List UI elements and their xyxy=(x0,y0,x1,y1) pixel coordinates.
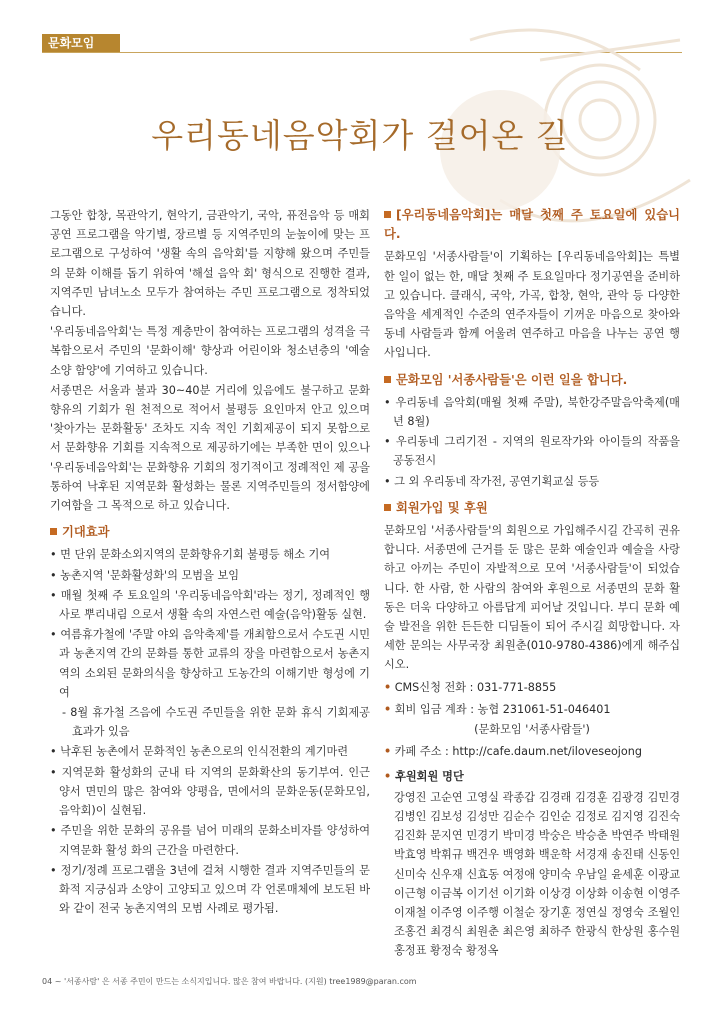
membership-heading: 회원가입 및 후원 xyxy=(384,499,680,518)
list-item: • 여름휴가철에 '주말 야외 음악축제'를 개최함으로서 수도권 시민과 농촌지역 간의 문화를 통한 교류의 장을 마련함으로서 농촌지역의 소외된 문화의식을 향상하고 도농간의 이해기반 형성에 기여 xyxy=(50,628,370,699)
left-column xyxy=(50,206,370,919)
schedule-heading: [우리동네음악회]는 매달 첫째 주 토요일에 있습니다. xyxy=(384,208,680,242)
page-footer: 04 ~ '서종사람' 은 서종 주민이 만드는 소식지입니다. 많은 참여 바랍니다. (지원) tree1989@paran.com xyxy=(42,977,417,986)
list-item: • 우리동네 그리기전 - 지역의 원로작가와 아이들의 작품을 공동전시 xyxy=(384,435,680,468)
list-sub-item: - 8월 휴가철 즈음에 수도권 주민들을 위한 문화 휴식 기회제공 효과가 있음 xyxy=(62,706,370,739)
square-bullet-icon xyxy=(384,211,391,218)
bank-account: • 회비 입금 계좌 : 농협 231061-51-046401 xyxy=(384,702,611,716)
activities-heading: 문화모임 '서종사람들'은 이런 일을 합니다. xyxy=(384,371,680,390)
intro-paragraph: 그동안 합창, 목관악기, 현악기, 금관악기, 국악, 퓨전음악 등 매회 공연 프로그램을 악기별, 장르별 등 지역주민의 눈높이에 맞는 프로그램으로 구성하여 '생활 속의 음악회'를 지향해 왔으며 주민들의 문화 이해를 돕기 위하여 '해설 음악 회' 형식으로 진행한 결과, 지역주민 남녀노소 모두가 참여하는 주민 프로그램으로 정착되었습니다. xyxy=(50,209,370,319)
right-column xyxy=(384,206,680,962)
list-item: • 낙후된 농촌에서 문화적인 농촌으로의 인식전환의 계기마련 xyxy=(50,745,349,759)
intro-paragraph: '우리동네음악회'는 특정 계층만이 참여하는 프로그램의 성격을 극복함으로서 주민의 '문화이해' 향상과 어린이와 청소년층의 '예술소양 함양'에 기여하고 있습니다. xyxy=(50,325,370,377)
cms-phone: • CMS신청 전화 : 031-771-8855 xyxy=(384,680,557,694)
page-title: 우리동네음악회가 걸어온 길 xyxy=(151,116,569,155)
schedule-body: 문화모임 '서종사람들'이 기획하는 [우리동네음악회]는 특별한 일이 없는 한, 매달 첫째 주 토요일마다 정기공연을 준비하고 있습니다. 클래식, 국악, 가곡, 합창, 현악, 관악 등 다양한 음악을 세계적인 수준의 연주자들이 기꺼운 마음으로 찾아와 동네 사람들과 함께 어울려 연주하고 마음을 나누는 공연 행사입니다. xyxy=(384,250,680,360)
account-holder: (문화모임 '서종사람들') xyxy=(474,723,590,737)
square-bullet-icon xyxy=(384,376,391,383)
square-bullet-icon xyxy=(50,528,57,535)
list-item: • 농촌지역 '문화활성화'의 모범을 보임 xyxy=(50,568,240,582)
cafe-address: • 카페 주소 : http://cafe.daum.net/iloveseojong xyxy=(384,745,642,759)
list-item: • 면 단위 문화소외지역의 문화향유기회 불평등 해소 기여 xyxy=(50,548,331,562)
list-item: • 지역문화 활성화의 군내 타 지역의 문화확산의 동기부여. 인근 양서 면민의 많은 참여와 양평읍, 면에서의 문화운동(문화모임, 음악회)이 실현됨. xyxy=(50,765,370,818)
donors-list: 강영진 고순연 고영실 곽종갑 김경래 김경훈 김광경 김민경 김병인 김보성 김성만 김순수 김인순 김정로 김지영 김진숙 김진화 문지연 민경기 박미경 박숭은 박승춘 박연주 박태원 박효영 박휘규 백건우 백영화 백운학 서경재 송진태 신동인 신미숙 신우재 신효동 여정애 양미숙 우남일 윤세훈 이광교 이근형 이금복 이기선 이기화 이상경 이상화 이송현 이영주 이재철 이주영 이주행 이철순 장기훈 정연실 정영숙 조월인 조홍건 최경식 최원춘 최은영 최하주 한광식 한상원 홍수원 홍정표 황정숙 황정옥 xyxy=(394,790,680,958)
list-item: • 주민을 위한 문화의 공유를 넘어 미래의 문화소비자를 양성하여 지역문화 활성 화의 근간을 마련한다. xyxy=(50,824,370,857)
effects-heading: 기대효과 xyxy=(50,523,370,542)
membership-body: 문화모임 '서종사람들'의 회원으로 가입해주시길 간곡히 권유합니다. 서종면에 근거를 둔 많은 문화 예술인과 예술을 사랑하고 아끼는 주민이 자발적으로 모여 '서종사람들'이 되었습니다. 한 사람, 한 사람의 참여와 후원으로 서종면의 문화 활동은 더욱 다양하고 아름답게 피어날 것입니다. 부디 문화 예술 발전을 위한 든든한 디딤돌이 되어 주시길 희망합니다. 자세한 문의는 사무국장 최원춘(010-9780-4386)에게 해주십시오. xyxy=(384,524,680,672)
list-item: • 매월 첫째 주 토요일의 '우리동네음악회'라는 정기, 정례적인 행사로 뿌리내림 으로서 생활 속의 자연스런 예술(음악)활동 실현. xyxy=(50,588,371,622)
list-item: • 그 외 우리동네 작가전, 공연기획교실 등등 xyxy=(384,474,600,488)
list-item: • 정기/정례 프로그램을 3년에 걸쳐 시행한 결과 지역주민들의 문화적 지긍심과 소양이 고양되고 있으며 각 언론매체에 보도된 바와 같이 전국 농촌지역의 모범 사례로 평가됨. xyxy=(50,863,370,916)
section-tag: 문화모임 xyxy=(42,34,120,52)
list-item: • 우리동네 음악회(매월 첫째 주말), 북한강주말음악축제(매년 8월) xyxy=(384,395,680,429)
intro-paragraph: 서종면은 서울과 불과 30~40분 거리에 있음에도 불구하고 문화향유의 기회가 원 천적으로 적어서 불평등 요인마저 안고 있으며 '찾아가는 문화활동' 조차도 지속 적인 기회제공이 되지 못함으로서 문화향유 기회를 지속적으로 제공하기에는 부족한 면이 있으나 '우리동네음악회'는 문화향유 기회의 정기적이고 정례적인 제 공을 통하여 낙후된 지역문화 활성화는 물론 지역주민들의 정서함양에 기여함을 그 목적으로 하고 있습니다. xyxy=(50,383,370,513)
square-bullet-icon xyxy=(384,504,391,511)
donors-heading: • 후원회원 명단 xyxy=(384,770,464,784)
